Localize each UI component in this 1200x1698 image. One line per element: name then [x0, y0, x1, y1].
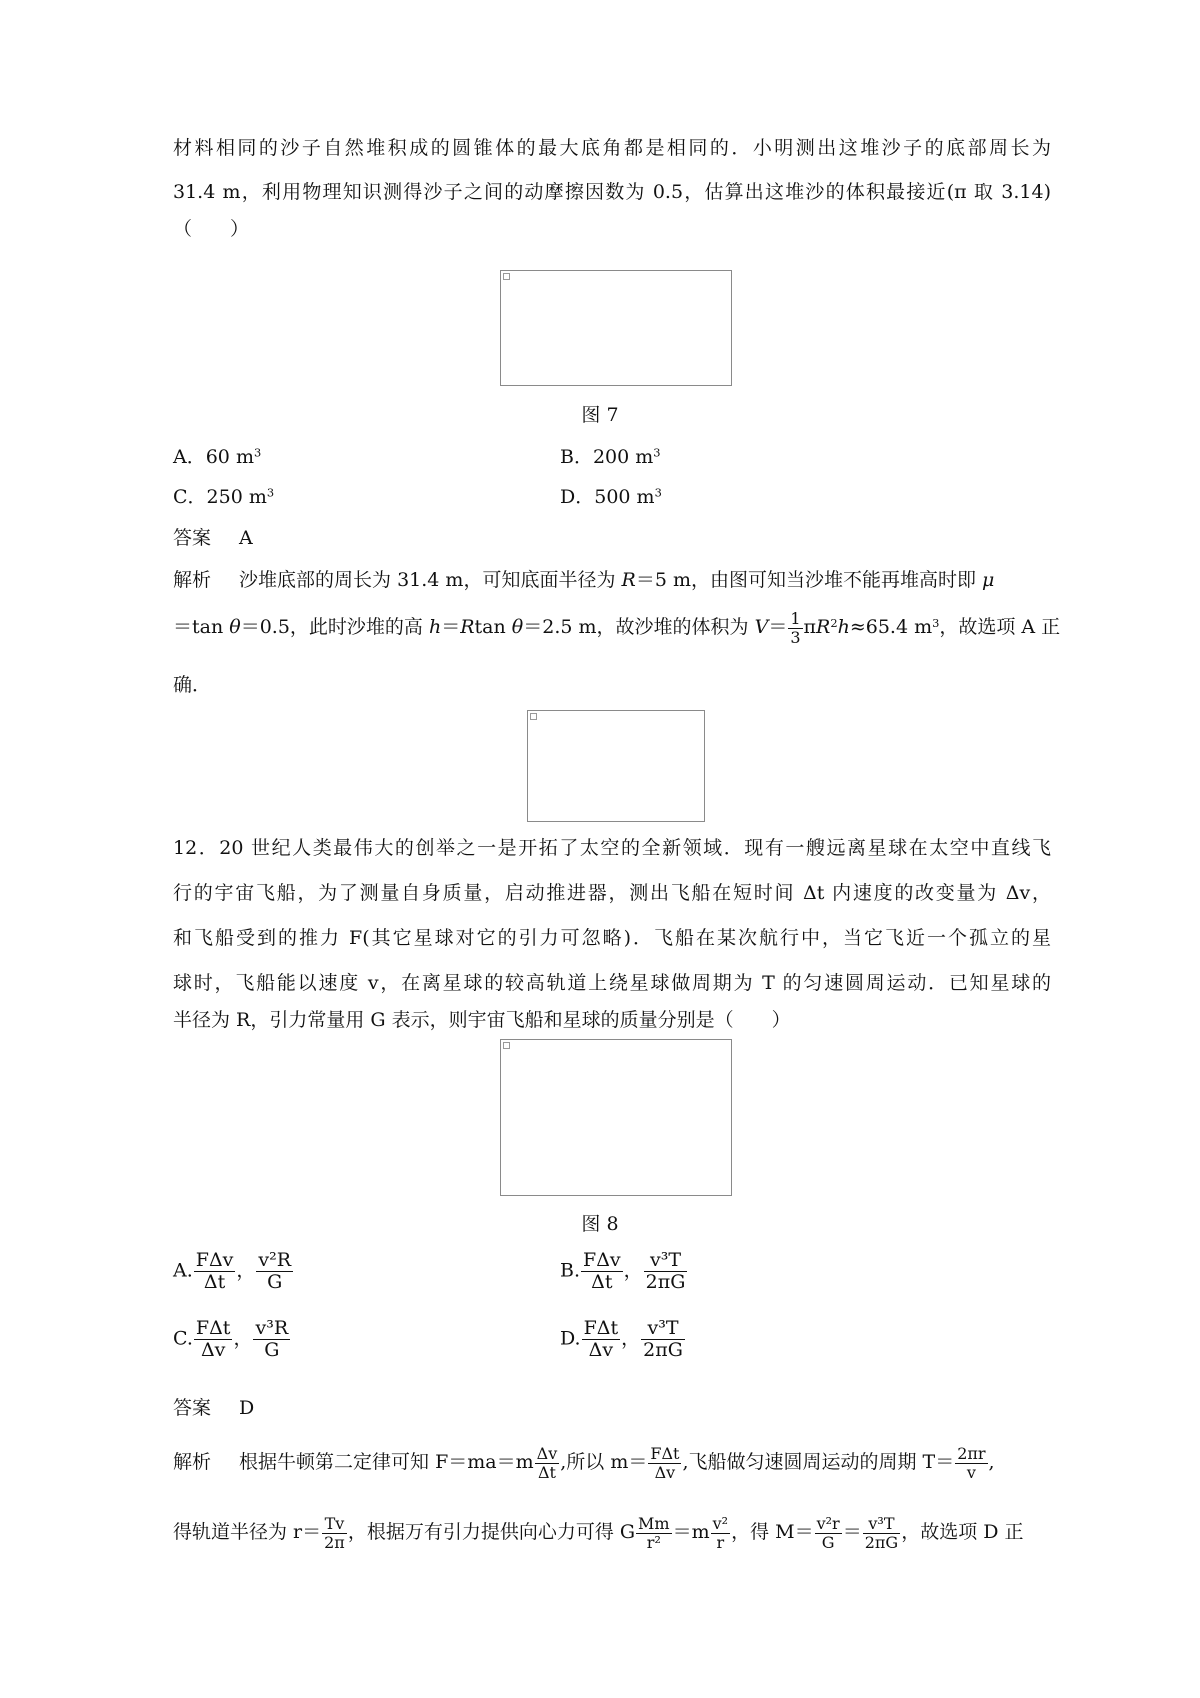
var: μ — [982, 569, 995, 591]
text: ，故选项 D 正 — [901, 1521, 1024, 1544]
option-fraction-2 — [256, 1250, 293, 1293]
separator: ， — [623, 1259, 643, 1282]
var: V — [754, 616, 769, 639]
q12-stem-line-3: 和飞船受到的推力 F(其它星球对它的引力可忽略)．飞船在某次航行中，当它飞近一个孤立的星 — [173, 927, 1051, 949]
answer-label: 答案 — [173, 1397, 212, 1419]
fraction-one-third — [788, 610, 802, 646]
image-placeholder-icon — [530, 713, 539, 720]
image-placeholder-icon — [503, 273, 512, 280]
option-label: C．250 m — [173, 486, 267, 508]
frac-num: v² — [712, 1514, 729, 1533]
analysis-figure-image — [527, 710, 705, 822]
frac-num: v²r — [816, 1514, 840, 1533]
q11-analysis-line-1 — [173, 565, 994, 592]
q11-analysis-line-2 — [173, 610, 1060, 646]
text: , — [988, 1451, 995, 1474]
option-letter: A. — [173, 1259, 193, 1282]
q12-stem-line-4: 球时，飞船能以速度 v，在离星球的较高轨道上绕星球做周期为 T 的匀速圆周运动．已知星球的 — [173, 972, 1051, 994]
q11-option-b — [560, 442, 661, 469]
text: ＝ — [441, 616, 461, 639]
frac-num: v³T — [641, 1318, 685, 1340]
var: h — [837, 616, 850, 639]
text: ，根据万有引力提供向心力可得 G — [347, 1521, 636, 1544]
option-sup: 3 — [253, 445, 262, 460]
separator: ， — [236, 1259, 256, 1282]
q12-option-b — [560, 1250, 688, 1293]
fraction — [863, 1515, 900, 1551]
text: ，得 M＝ — [731, 1521, 814, 1544]
frac-den: 2πG — [864, 1532, 899, 1552]
answer-label: 答案 — [173, 527, 212, 549]
var: θ — [229, 616, 241, 639]
q11-stem-line-1: 材料相同的沙子自然堆积成的圆锥体的最大底角都是相同的．小明测出这堆沙子的底部周长为 — [173, 137, 1051, 159]
q12-option-c — [173, 1318, 291, 1361]
fraction — [636, 1515, 672, 1551]
fraction — [955, 1445, 987, 1481]
var: R — [460, 616, 475, 639]
answer-value: A — [239, 527, 253, 549]
var: R — [816, 616, 831, 639]
analysis-label: 解析 — [173, 1451, 212, 1474]
text: ＝0.5，此时沙堆的高 — [240, 616, 429, 639]
frac-den: 3 — [790, 627, 801, 647]
frac-num: v³R — [255, 1317, 289, 1339]
frac-den: r — [716, 1532, 725, 1552]
frac-num: 1 — [790, 609, 801, 628]
frac-den: G — [264, 1338, 280, 1361]
option-sup: 3 — [266, 485, 275, 500]
frac-num: Δv — [536, 1444, 558, 1463]
option-sup: 3 — [654, 485, 662, 500]
fraction — [535, 1445, 560, 1481]
q12-stem-line-2: 行的宇宙飞船，为了测量自身质量，启动推进器，测出飞船在短时间 Δt 内速度的改变量为 Δv， — [173, 882, 1051, 904]
frac-den: Δt — [591, 1270, 613, 1293]
frac-num: v²R — [258, 1249, 292, 1271]
option-fraction-2 — [253, 1318, 290, 1361]
option-fraction-1 — [581, 1250, 623, 1293]
frac-num: FΔt — [583, 1317, 619, 1339]
separator: ， — [233, 1327, 253, 1350]
option-label: B．200 m — [560, 446, 654, 468]
text: 根据牛顿第二定律可知 F＝ma＝m — [239, 1451, 534, 1474]
image-placeholder-icon — [503, 1042, 512, 1049]
frac-num: Mm — [638, 1514, 670, 1533]
q11-answer — [173, 523, 253, 550]
option-fraction-2 — [644, 1250, 688, 1293]
text: tan — [474, 616, 512, 639]
frac-den: 2πG — [645, 1270, 686, 1293]
text: ≈65.4 m — [849, 616, 933, 639]
option-label: D．500 m — [560, 486, 655, 508]
text: ＝ — [768, 616, 788, 639]
frac-den: G — [267, 1270, 283, 1293]
frac-num: FΔv — [195, 1249, 234, 1271]
var: h — [428, 616, 442, 639]
q12-answer — [173, 1393, 254, 1420]
sup: 3 — [932, 615, 940, 630]
text: 得轨道半径为 r＝ — [173, 1521, 322, 1544]
option-fraction-1 — [582, 1318, 621, 1361]
option-fraction-1 — [194, 1318, 233, 1361]
figure-7-image — [500, 270, 732, 386]
q12-analysis-line-2 — [173, 1515, 1024, 1551]
q12-stem-line-5: 半径为 R，引力常量用 G 表示，则宇宙飞船和星球的质量分别是（ ） — [173, 1009, 791, 1031]
q11-option-a — [173, 442, 261, 469]
frac-num: v³T — [644, 1250, 688, 1272]
q11-option-d — [560, 482, 662, 509]
frac-num: FΔt — [195, 1317, 231, 1339]
var: R — [621, 569, 636, 591]
option-fraction-2 — [641, 1318, 685, 1361]
frac-num: v³T — [863, 1515, 900, 1534]
text: ＝ — [842, 1521, 862, 1544]
frac-num: 2πr — [957, 1444, 986, 1463]
sup: 2 — [830, 615, 838, 630]
frac-den: Δv — [654, 1462, 676, 1482]
frac-den: G — [821, 1532, 835, 1552]
frac-num: Tv — [322, 1515, 347, 1534]
figure-8-image — [500, 1039, 732, 1196]
fraction — [322, 1515, 347, 1551]
q12-option-d — [560, 1318, 686, 1361]
fraction — [815, 1515, 842, 1551]
option-letter: B. — [560, 1259, 581, 1282]
q11-stem-blank: （ ） — [173, 218, 250, 240]
fraction — [648, 1445, 681, 1481]
option-label: A．60 m — [173, 446, 254, 468]
frac-den: Δv — [588, 1338, 614, 1361]
text: ,所以 m＝ — [560, 1451, 648, 1474]
separator: ， — [621, 1327, 641, 1350]
option-letter: C. — [173, 1327, 193, 1350]
option-fraction-1 — [194, 1250, 236, 1293]
q12-stem-line-1: 12．20 世纪人类最伟大的创举之一是开拓了太空的全新领域．现有一艘远离星球在太空中直线飞 — [173, 837, 1051, 859]
frac-den: Δv — [200, 1338, 226, 1361]
text: ＝5 m，由图可知当沙堆不能再堆高时即 — [635, 569, 982, 591]
q12-option-a — [173, 1250, 294, 1293]
q11-analysis-line-3: 确． — [173, 674, 212, 696]
figure-8-caption: 图 8 — [581, 1213, 619, 1235]
text: ＝tan — [173, 616, 230, 639]
answer-value: D — [239, 1397, 255, 1419]
frac-den: Δt — [537, 1462, 556, 1482]
frac-den: v — [966, 1462, 976, 1482]
var: θ — [511, 616, 524, 639]
q11-stem-line-2: 31.4 m，利用物理知识测得沙子之间的动摩擦因数为 0.5，估算出这堆沙的体积最接近(π 取 3.14) — [173, 181, 1051, 203]
q12-analysis-line-1 — [173, 1445, 995, 1481]
text: ,飞船做匀速圆周运动的周期 T＝ — [682, 1451, 955, 1474]
text: π — [803, 616, 817, 639]
option-sup: 3 — [653, 445, 661, 460]
option-letter: D. — [560, 1327, 581, 1350]
fraction — [711, 1515, 730, 1551]
figure-7-caption: 图 7 — [581, 404, 619, 426]
text: ＝2.5 m，故沙堆的体积为 — [523, 616, 755, 639]
frac-den: r² — [646, 1532, 661, 1552]
frac-den: Δt — [203, 1270, 226, 1293]
text: ＝m — [672, 1521, 710, 1544]
text: ，故选项 A 正 — [939, 616, 1061, 639]
frac-num: FΔv — [583, 1249, 621, 1271]
analysis-label: 解析 — [173, 569, 212, 591]
frac-den: 2π — [324, 1532, 345, 1552]
q11-option-c — [173, 482, 274, 509]
frac-den: 2πG — [643, 1338, 683, 1361]
frac-num: FΔt — [650, 1444, 680, 1463]
text: 沙堆底部的周长为 31.4 m，可知底面半径为 — [239, 569, 622, 591]
